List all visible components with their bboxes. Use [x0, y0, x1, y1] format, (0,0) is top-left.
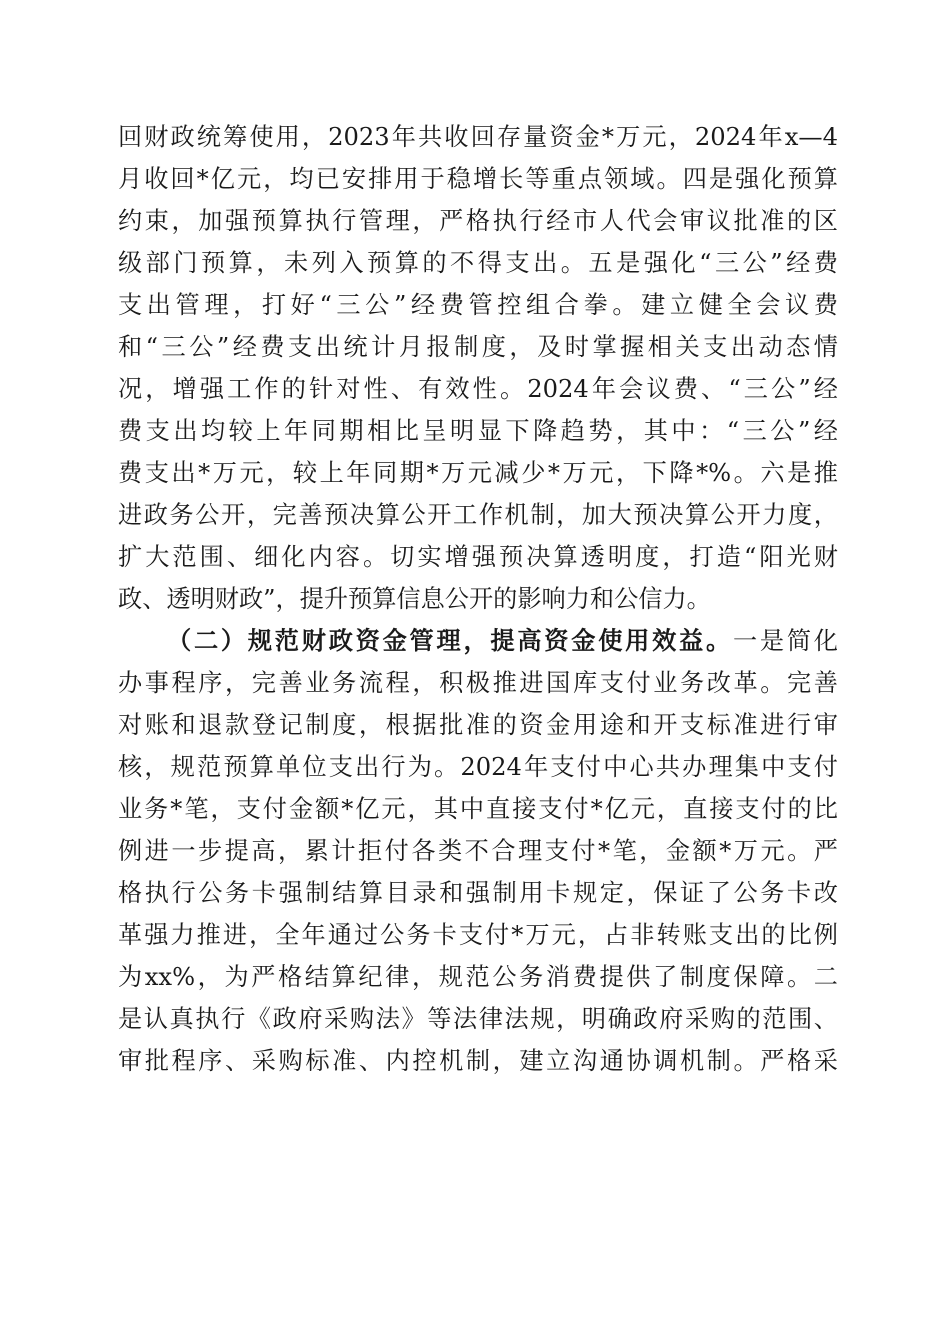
- text-line: 级部门预算，未列入预算的不得支出。五是强化“三公”经费: [118, 249, 838, 277]
- text-line: 支出管理，打好“三公”经费管控组合拳。建立健全会议费: [118, 291, 838, 319]
- text-line: 革强力推进，全年通过公务卡支付*万元，占非转账支出的比例: [118, 921, 838, 949]
- text-line: 扩大范围、细化内容。切实增强预决算透明度，打造“阳光财: [118, 543, 838, 571]
- text-line: 办事程序，完善业务流程，积极推进国库支付业务改革。完善: [118, 669, 838, 697]
- text-line: 审批程序、采购标准、内控机制，建立沟通协调机制。严格采: [118, 1047, 838, 1075]
- text-line: 进政务公开，完善预决算公开工作机制，加大预决算公开力度，: [118, 501, 838, 529]
- section-heading-line: [118, 620, 838, 662]
- text-line: 例进一步提高，累计拒付各类不合理支付*笔，金额*万元。严: [118, 837, 838, 865]
- text-line: 对账和退款登记制度，根据批准的资金用途和开支标准进行审: [118, 711, 838, 739]
- text-line: 费支出*万元，较上年同期*万元减少*万元，下降*%。六是推: [118, 459, 838, 487]
- paragraph-fund-management: [118, 620, 838, 1082]
- text-line: 核，规范预算单位支出行为。2024年支付中心共办理集中支付: [118, 753, 838, 781]
- text-line: 是认真执行《政府采购法》等法律法规，明确政府采购的范围、: [118, 1005, 838, 1033]
- text-line: 格执行公务卡强制结算目录和强制用卡规定，保证了公务卡改: [118, 879, 838, 907]
- section-heading: （二）规范财政资金管理，提高资金使用效益。: [167, 626, 733, 655]
- text-fragment: 一是简化: [732, 627, 838, 655]
- document-body: [118, 116, 838, 1082]
- text-line: 为xx%，为严格结算纪律，规范公务消费提供了制度保障。二: [118, 963, 838, 991]
- paragraph-budget-management: [118, 116, 838, 620]
- text-line: 业务*笔，支付金额*亿元，其中直接支付*亿元，直接支付的比: [118, 795, 838, 823]
- text-line: 和“三公”经费支出统计月报制度，及时掌握相关支出动态情: [118, 333, 838, 361]
- text-line: 约束，加强预算执行管理，严格执行经市人代会审议批准的区: [118, 207, 838, 235]
- text-line: 政、透明财政”，提升预算信息公开的影响力和公信力。: [118, 585, 711, 613]
- text-line: 况，增强工作的针对性、有效性。2024年会议费、“三公”经: [118, 375, 838, 403]
- text-line: 费支出均较上年同期相比呈明显下降趋势，其中：“三公”经: [118, 417, 838, 445]
- text-line: 回财政统筹使用，2023年共收回存量资金*万元，2024年x—4: [118, 123, 838, 151]
- text-line: 月收回*亿元，均已安排用于稳增长等重点领域。四是强化预算: [118, 165, 838, 193]
